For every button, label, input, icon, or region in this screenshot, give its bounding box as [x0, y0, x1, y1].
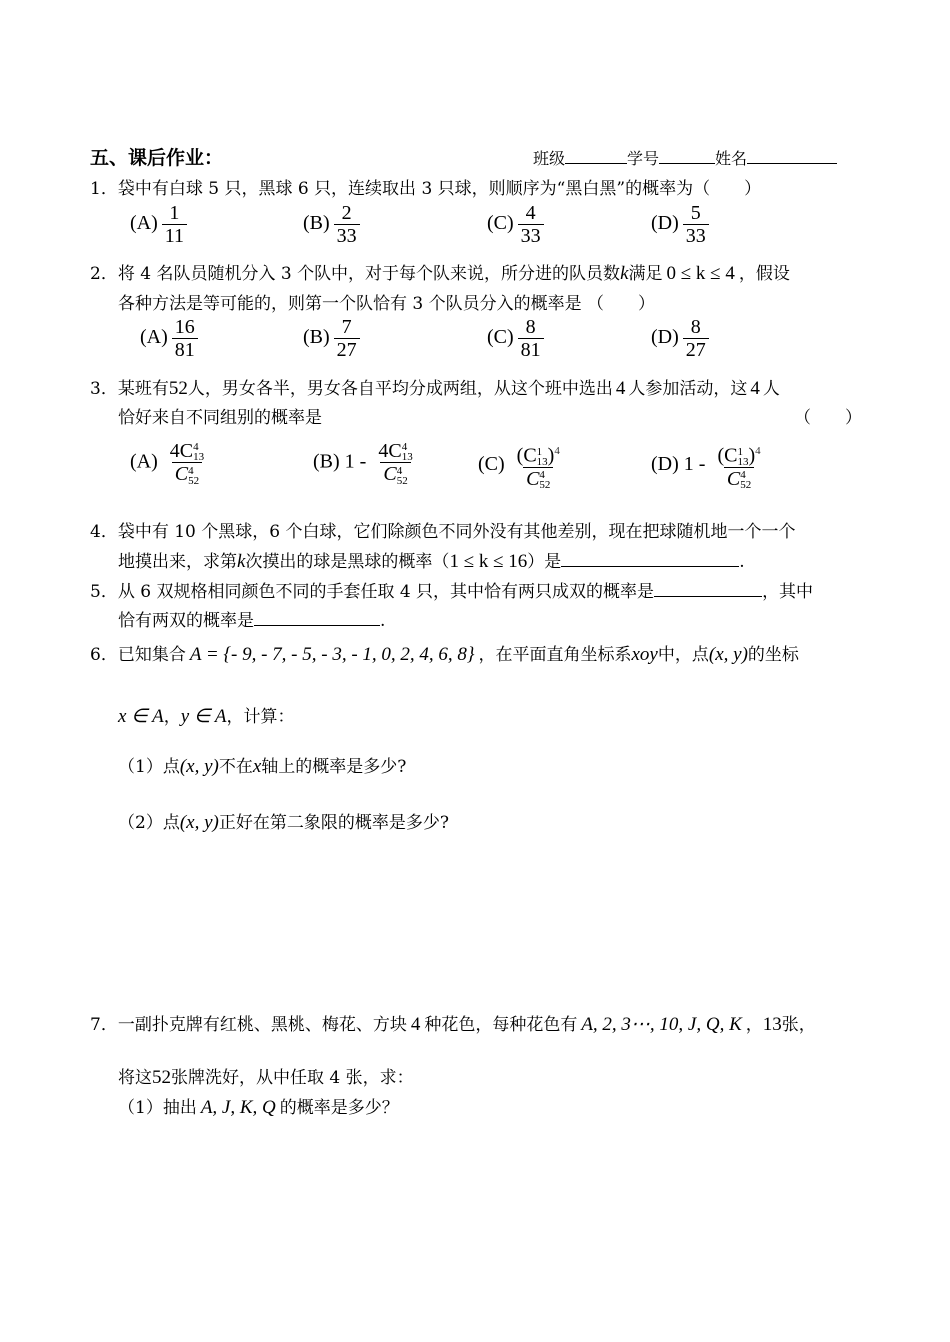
q5-answer-blank-1[interactable]	[654, 580, 762, 597]
q1-option-b: (B) $\frac{2}{33}$	[303, 202, 360, 247]
section-title: 五、课后作业：	[90, 147, 224, 169]
q3-option-b: (B) 1 - 4C 4 13 C 4 52	[313, 440, 413, 487]
question-5-line-1: 5．从 6 双规格相同颜色不同的手套任取 4 只，其中恰有两只成双的概率是 ，其中	[90, 582, 814, 602]
question-6-line-1: 6．已知集合 A = {- 9, - 7, - 5, - 3, - 1, 0, 2, 4, 6, 8} ，在平面直角坐标系xoy中，点(x, y)的坐标	[90, 644, 799, 665]
question-2-line-1: 2．将 4 名队员随机分入 3 个队中，对于每个队来说，所分进的队员数k满足 0 ≤ k ≤ 4 ，假设	[90, 263, 790, 284]
question-6-line-2: x ∈ A，y ∈ A，计算：	[118, 706, 295, 727]
class-field[interactable]	[565, 147, 627, 164]
student-info	[533, 146, 837, 169]
question-3-line-1: 3．某班有52人，男女各半，男女各自平均分成两组，从这个班中选出 4 人参加活动，这 4 人	[90, 378, 780, 399]
question-7-line-1: 7．一副扑克牌有红桃、黑桃、梅花、方块 4 种花色，每种花色有 A, 2, 3⋯, 10, J, Q, K ，13张，	[90, 1014, 816, 1035]
question-1-text: 1．袋中有白球 5 只，黑球 6 只，连续取出 3 只球，则顺序为“黑白黑”的概率为（ ）	[90, 179, 762, 199]
question-3-line-2: 恰好来自不同组别的概率是	[118, 408, 322, 428]
q2-option-b: (B) $\frac{7}{27}$	[303, 316, 360, 361]
q3-answer-paren: （ ）	[794, 408, 862, 428]
question-7-sub-1: （1）抽出 A, J, K, Q 的概率是多少？	[118, 1097, 399, 1118]
q1-option-a: (A) $\frac{1}{11}$	[130, 202, 187, 247]
q1-option-d: (D) $\frac{5}{33}$	[651, 202, 709, 247]
q2-option-c: (C) $\frac{8}{81}$	[487, 316, 544, 361]
q1-option-c: (C) $\frac{4}{33}$	[487, 202, 544, 247]
id-label: 学号	[627, 149, 660, 168]
question-6-sub-2: （2）点(x, y)正好在第二象限的概率是多少?	[118, 812, 449, 833]
class-label: 班级	[533, 149, 566, 168]
question-6-sub-1: （1）点(x, y)不在x轴上的概率是多少?	[118, 756, 407, 777]
question-2-line-2: 各种方法是等可能的，则第一个队恰有 3 个队员分入的概率是 （ ）	[118, 294, 656, 314]
q2-option-a: (A) $\frac{16}{81}$	[140, 316, 198, 361]
question-4-line-1: 4．袋中有 10 个黑球，6 个白球，它们除颜色不同外没有其他差别，现在把球随机地一个一个	[90, 522, 796, 542]
q3-option-a: (A) 4C 4 13 C 4 52	[130, 440, 205, 487]
question-5-line-2: 恰有两双的概率是 .	[118, 611, 386, 631]
question-4-line-2: 地摸出来，求第k次摸出的球是黑球的概率（1 ≤ k ≤ 16）是 .	[118, 551, 745, 572]
q4-answer-blank[interactable]	[561, 550, 739, 567]
question-7-line-2: 将这52张牌洗好，从中任取 4 张，求：	[118, 1067, 414, 1088]
name-field[interactable]	[747, 147, 837, 164]
q3-option-c: (C) (C 1 13 )$^4$ C 4 52	[478, 444, 560, 492]
q2-option-d: (D) $\frac{8}{27}$	[651, 316, 709, 361]
name-label: 姓名	[715, 149, 748, 168]
q5-answer-blank-2[interactable]	[254, 609, 380, 626]
id-field[interactable]	[659, 147, 715, 164]
q3-option-d: (D) 1 - (C 1 13 )$^4$ C 4 52	[651, 444, 761, 492]
